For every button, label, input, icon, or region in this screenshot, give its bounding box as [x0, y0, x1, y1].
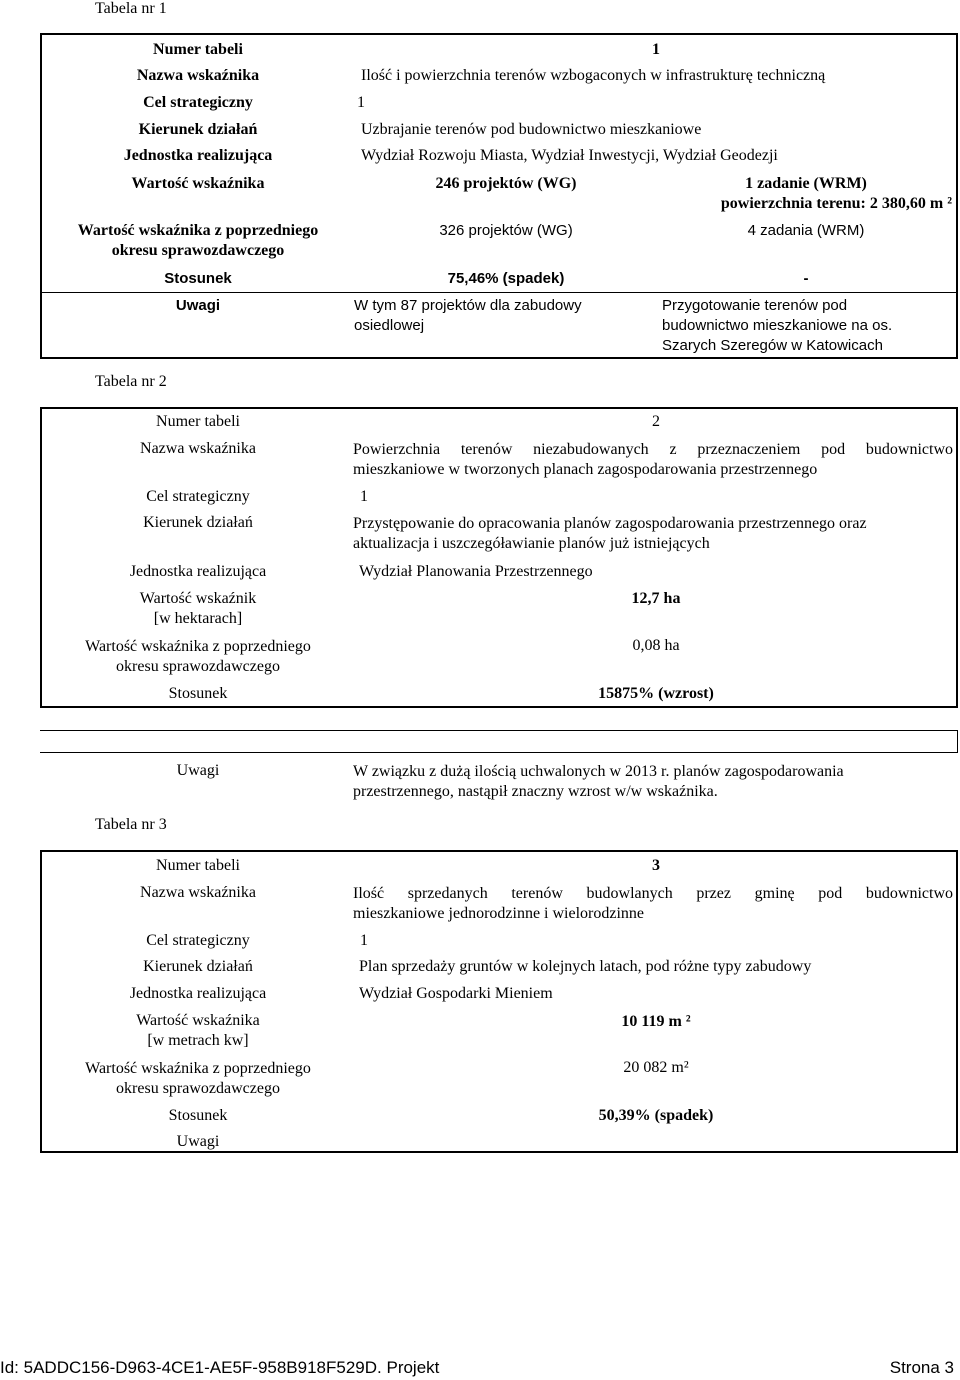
t2-stosunek-value: 15875% (wzrost): [598, 685, 714, 702]
t2-uwagi-value: [353, 762, 953, 802]
t1-cel-value: 1: [357, 94, 365, 111]
t3-wartosc-label: [40, 1011, 356, 1051]
t3-wartosc-value: 10 119 m ²: [621, 1013, 691, 1030]
t2-stosunek-label: Stosunek: [168, 685, 228, 702]
footer-id: Id: 5ADDC156-D963-4CE1-AE5F-958B918F529D. Projekt: [0, 1358, 440, 1377]
t3-nazwa-value-line2: mieszkaniowe jednorodzinne i wielorodzinne: [353, 905, 645, 922]
t1-uwagi-wg: W tym 87 projektów dla zabudowy osiedlowej: [354, 297, 582, 334]
t3-jednostka-value: Wydział Gospodarki Mieniem: [359, 985, 553, 1002]
t1-uwagi-wrm: [662, 296, 892, 356]
t3-stosunek-value: 50,39% (spadek): [598, 1107, 714, 1124]
t2-uwagi-value-line1: W związku z dużą ilością uchwalonych w 2013 r. planów zagospodarowania: [353, 763, 844, 780]
t2-jednostka-label: Jednostka realizująca: [129, 563, 267, 580]
t1-stosunek-wg: 75,46% (spadek): [447, 270, 565, 287]
t2-uwagi-label: Uwagi: [176, 762, 220, 779]
t1-poprz-label: [40, 221, 356, 261]
t3-cel-value: 1: [360, 932, 368, 949]
t1-nazwa-value: Ilość i powierzchnia terenów wzbogaconych w infrastrukturę techniczną: [361, 67, 826, 84]
t1-uwagi-divider: [40, 292, 958, 293]
t3-kierunek-value: Plan sprzedaży gruntów w kolejnych latach, pod różne typy zabudowy: [359, 958, 812, 975]
t1-poprz-wrm: 4 zadania (WRM): [747, 222, 865, 239]
t3-nazwa-label: Nazwa wskaźnika: [140, 884, 256, 901]
t2-poprz-label-line2: okresu sprawozdawczego: [116, 658, 280, 675]
t1-uwagi-label: Uwagi: [175, 297, 221, 314]
t1-stosunek-wrm: -: [803, 270, 809, 287]
t1-wartosc-label: Wartość wskaźnika: [131, 175, 265, 192]
t3-stosunek-label: Stosunek: [168, 1107, 228, 1124]
t1-wartosc-wrm: 1 zadanie (WRM): [745, 175, 867, 192]
t3-kierunek-label: Kierunek działań: [143, 958, 253, 975]
t1-uwagi-wrm-line3: Szarych Szeregów w Katowicach: [662, 337, 883, 354]
t3-jednostka-label: Jednostka realizująca: [129, 985, 267, 1002]
t2-poprz-label: [40, 637, 356, 677]
t3-nazwa-value-line1: Ilość sprzedanych terenów budowlanych przez gminę pod budownictwo: [353, 885, 953, 902]
t2-wartosc-label-line2: [w hektarach]: [153, 610, 243, 627]
t2-wartosc-label: [40, 589, 356, 629]
t3-numer-label: Numer tabeli: [156, 857, 240, 874]
table3-caption: Tabela nr 3: [95, 816, 167, 833]
t2-nazwa-value-line2: mieszkaniowe w tworzonych planach zagospodarowania przestrzennego: [353, 461, 818, 478]
t1-kierunek-value: Uzbrajanie terenów pod budownictwo mieszkaniowe: [361, 121, 702, 138]
t3-poprz-label-line2: okresu sprawozdawczego: [116, 1080, 280, 1097]
t1-uwagi-wrm-line2: budownictwo mieszkaniowe na os.: [662, 317, 893, 334]
t1-cel-label: Cel strategiczny: [143, 94, 253, 111]
footer-page-number: Strona 3: [889, 1358, 954, 1377]
t3-poprz-label-line1: Wartość wskaźnika z poprzedniego: [85, 1060, 311, 1077]
t3-poprz-value: 20 082 m²: [623, 1059, 689, 1076]
t2-kierunek-value-line2: aktualizacja i uszczegóławianie planów już istniejących: [353, 535, 710, 552]
t2-numer-value: 2: [652, 413, 660, 430]
t3-uwagi-label: Uwagi: [176, 1133, 220, 1150]
t1-wartosc-wrm-area: powierzchnia terenu: 2 380,60 m ²: [720, 195, 952, 212]
t2-numer-label: Numer tabeli: [156, 413, 240, 430]
t2-kierunek-value: [353, 514, 955, 554]
t2-uwagi-value-line2: przestrzennego, nastąpił znaczny wzrost w/w wskaźnika.: [353, 783, 718, 800]
t2-poprz-label-line1: Wartość wskaźnika z poprzedniego: [85, 638, 311, 655]
t2-wartosc-value: 12,7 ha: [631, 590, 681, 607]
t1-nazwa-label: Nazwa wskaźnika: [136, 67, 260, 84]
t2-nazwa-label: Nazwa wskaźnika: [140, 440, 256, 457]
t2-kierunek-value-line1: Przystępowanie do opracowania planów zagospodarowania przestrzennego oraz: [353, 515, 867, 532]
t2-cel-label: Cel strategiczny: [146, 488, 250, 505]
t3-poprz-label: [40, 1059, 356, 1099]
t3-cel-label: Cel strategiczny: [146, 932, 250, 949]
t2-nazwa-value-line1: Powierzchnia terenów niezabudowanych z przeznaczeniem pod budownictwo: [353, 441, 953, 458]
t2-nazwa-value: [353, 440, 953, 480]
t1-uwagi-wrm-line1: Przygotowanie terenów pod: [662, 297, 848, 314]
t3-numer-value: 3: [652, 857, 660, 874]
t3-wartosc-label-line1: Wartość wskaźnika: [136, 1012, 260, 1029]
t1-numer-value: 1: [652, 41, 660, 58]
t2-jednostka-value: Wydział Planowania Przestrzennego: [359, 563, 593, 580]
table1-caption: Tabela nr 1: [95, 0, 167, 17]
t1-stosunek-label: Stosunek: [164, 270, 232, 287]
t1-poprz-label-line1: Wartość wskaźnika z poprzedniego: [77, 222, 319, 239]
t1-jednostka-label: Jednostka realizująca: [123, 147, 273, 164]
t1-jednostka-value: Wydział Rozwoju Miasta, Wydział Inwestycji, Wydział Geodezji: [361, 147, 778, 164]
t1-poprz-wg: 326 projektów (WG): [439, 222, 573, 239]
t1-poprz-label-line2: okresu sprawozdawczego: [111, 242, 285, 259]
t2-cel-value: 1: [360, 488, 368, 505]
t2-empty-separator: [40, 730, 958, 753]
table2-caption: Tabela nr 2: [95, 373, 167, 390]
t1-kierunek-label: Kierunek działań: [138, 121, 258, 138]
t3-nazwa-value: [353, 884, 953, 924]
t3-wartosc-label-line2: [w metrach kw]: [147, 1032, 249, 1049]
t2-kierunek-label: Kierunek działań: [143, 514, 253, 531]
t2-poprz-value: 0,08 ha: [632, 637, 680, 654]
t1-wartosc-wg: 246 projektów (WG): [435, 175, 577, 192]
t1-numer-label: Numer tabeli: [153, 41, 243, 58]
t2-wartosc-label-line1: Wartość wskaźnik: [139, 590, 257, 607]
